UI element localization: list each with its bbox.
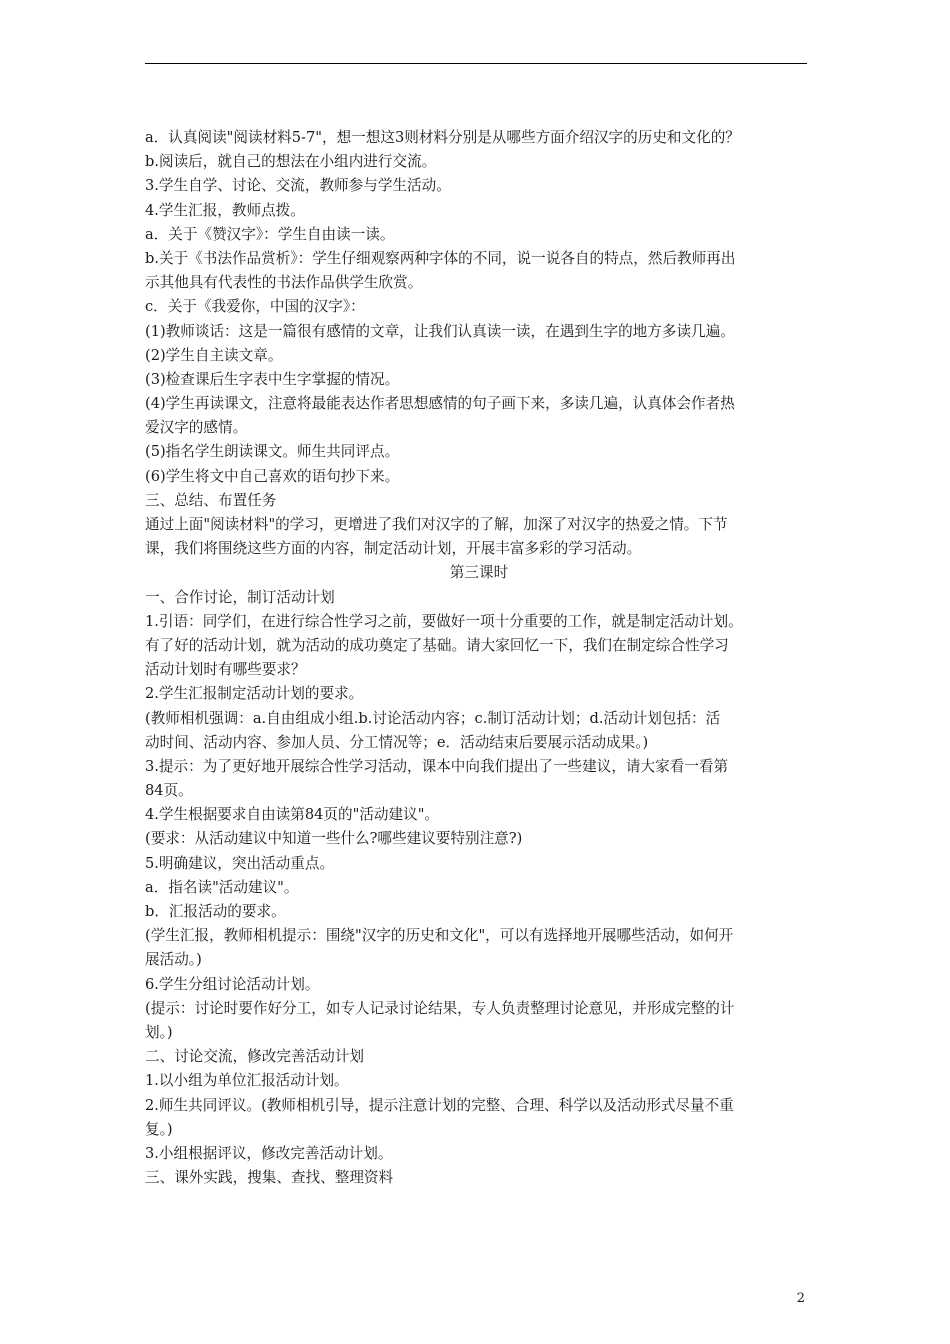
text-line: 1.以小组为单位汇报活动计划。 — [145, 1072, 349, 1090]
text-line: 4.学生汇报，教师点拨。 — [145, 201, 305, 219]
text-line: 1.引语：同学们，在进行综合性学习之前，要做好一项十分重要的工作，就是制定活动计划。 — [145, 612, 743, 630]
text-line: 通过上面"阅读材料"的学习，更增进了我们对汉字的了解，加深了对汉字的热爱之情。下节 — [145, 516, 728, 533]
text-line: a．认真阅读"阅读材料5-7"，想一想这3则材料分别是从哪些方面介绍汉字的历史和文化的？ — [145, 129, 740, 146]
text-line: (4)学生再读课文，注意将最能表达作者思想感情的句子画下来，多读几遍，认真体会作者热 — [145, 395, 735, 413]
text-line: (提示：讨论时要作好分工，如专人记录讨论结果，专人负责整理讨论意见，并形成完整的计 — [145, 999, 735, 1017]
text-line: 展活动。) — [145, 951, 202, 969]
text-line: 有了好的活动计划，就为活动的成功奠定了基础。请大家回忆一下，我们在制定综合性学习 — [145, 636, 729, 654]
text-line: 复。) — [145, 1120, 173, 1138]
text-line: 三、总结、布置任务 — [145, 491, 277, 509]
text-line: b.关于《书法作品赏析》：学生仔细观察两种字体的不同，说一说各自的特点，然后教师再出 — [145, 249, 736, 267]
text-line: a．关于《赞汉字》：学生自由读一读。 — [145, 225, 395, 243]
text-line: 3.学生自学、讨论、交流，教师参与学生活动。 — [145, 177, 451, 195]
text-line: 3.小组根据评议，修改完善活动计划。 — [145, 1144, 393, 1162]
text-line: 4.学生根据要求自由读第84页的"活动建议"。 — [145, 806, 440, 824]
text-line: 示其他具有代表性的书法作品供学生欣赏。 — [145, 274, 423, 292]
text-line: 三、课外实践，搜集、查找、整理资料 — [145, 1169, 394, 1187]
text-line: (6)学生将文中自己喜欢的语句抄下来。 — [145, 467, 400, 485]
header-rule — [145, 63, 807, 64]
text-line: b.阅读后，就自己的想法在小组内进行交流。 — [145, 153, 437, 171]
section-heading: 第三课时 — [449, 564, 509, 582]
text-line: b．汇报活动的要求。 — [145, 903, 286, 920]
page-number: 2 — [796, 1291, 805, 1306]
text-line: 2.师生共同评议。(教师相机引导，提示注意计划的完整、合理、科学以及活动形式尽量不重 — [145, 1096, 734, 1114]
text-line: 5.明确建议，突出活动重点。 — [145, 854, 335, 872]
text-line: 活动计划时有哪些要求？ — [145, 661, 306, 679]
text-line: a．指名读"活动建议"。 — [145, 878, 299, 896]
text-line: (3)检查课后生字表中生字掌握的情况。 — [145, 370, 400, 388]
text-line: 动时间、活动内容、参加人员、分工情况等；e．活动结束后要展示活动成果。) — [145, 733, 649, 751]
text-line: 课，我们将围绕这些方面的内容，制定活动计划，开展丰富多彩的学习活动。 — [145, 540, 642, 558]
text-line: c．关于《我爱你，中国的汉字》： — [145, 298, 365, 316]
text-line: (教师相机强调：a.自由组成小组.b.讨论活动内容；c.制订活动计划；d.活动计划包括：活 — [145, 709, 721, 727]
text-line: 84页。 — [145, 782, 193, 800]
text-line: (学生汇报，教师相机提示：围绕"汉字的历史和文化"，可以有选择地开展哪些活动，如何开 — [145, 927, 734, 945]
text-line: 3.提示：为了更好地开展综合性学习活动，课本中向我们提出了一些建议，请大家看一看第 — [145, 757, 729, 775]
text-line: 二、讨论交流，修改完善活动计划 — [145, 1048, 364, 1066]
text-line: 2.学生汇报制定活动计划的要求。 — [145, 685, 364, 703]
text-line: (1)教师谈话：这是一篇很有感情的文章，让我们认真读一读，在遇到生字的地方多读几遍。 — [145, 322, 735, 340]
text-line: (2)学生自主读文章。 — [145, 346, 283, 364]
text-line: 6.学生分组讨论活动计划。 — [145, 975, 320, 993]
document-body — [145, 126, 813, 1190]
text-line: (5)指名学生朗读课文。师生共同评点。 — [145, 443, 400, 461]
text-line: 划。) — [145, 1023, 173, 1041]
text-line: 爱汉字的感情。 — [145, 419, 248, 437]
text-line: (要求：从活动建议中知道一些什么?哪些建议要特别注意?) — [145, 830, 523, 848]
text-line: 一、合作讨论，制订活动计划 — [145, 588, 335, 606]
